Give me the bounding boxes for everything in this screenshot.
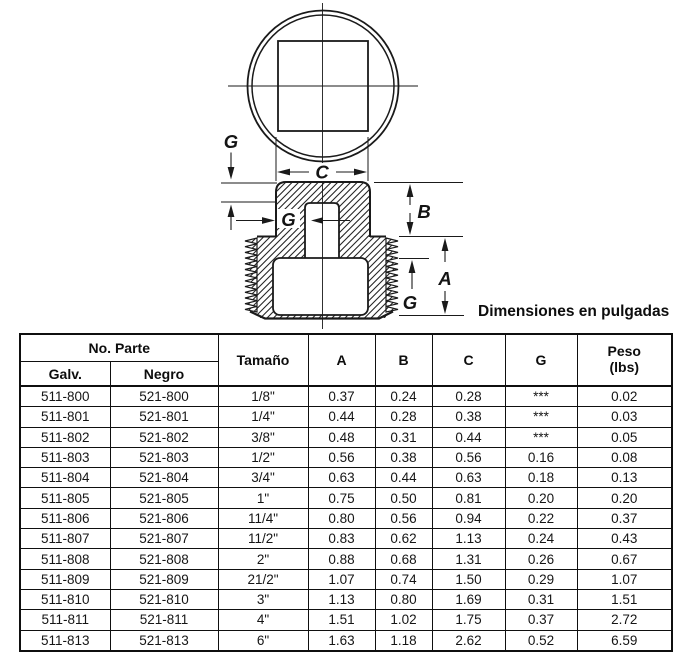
dim-g-thread: [399, 259, 429, 314]
table-cell: 1.13: [432, 529, 505, 549]
table-cell: 1/8": [218, 386, 308, 407]
table-row: [20, 386, 672, 407]
table-cell: 1.51: [577, 589, 672, 609]
table-cell: 0.67: [577, 549, 672, 569]
table-cell: 1.75: [432, 610, 505, 630]
table-cell: 0.80: [375, 589, 432, 609]
table-row: [20, 427, 672, 447]
inner-cavity: [273, 258, 368, 315]
dim-label-g-top: G: [223, 131, 239, 152]
table-cell: 0.48: [308, 427, 375, 447]
table-row: [20, 488, 672, 508]
table-cell: 1.07: [308, 569, 375, 589]
dim-label-c: C: [315, 161, 329, 183]
table-header: [20, 334, 672, 386]
table-cell: 1/4": [218, 407, 308, 427]
table-cell: 0.38: [432, 407, 505, 427]
table-cell: 0.26: [505, 549, 577, 569]
units-caption: Dimensiones en pulgadas: [478, 303, 670, 320]
table-cell: 1.18: [375, 630, 432, 651]
table-cell: 0.08: [577, 447, 672, 467]
dim-label-g-socket: G: [281, 209, 296, 230]
table-cell: 0.13: [577, 468, 672, 488]
peso-unit-label: (lbs): [609, 359, 640, 375]
table-cell: 0.28: [432, 386, 505, 407]
table-cell: ***: [505, 427, 577, 447]
table-cell: 511-809: [20, 569, 110, 589]
table-cell: 521-800: [110, 386, 218, 407]
col-header-negro: Negro: [110, 362, 218, 387]
table-cell: 521-813: [110, 630, 218, 651]
table-cell: 521-809: [110, 569, 218, 589]
table-row: [20, 407, 672, 427]
threads-left: [245, 238, 257, 312]
table-cell: 6": [218, 630, 308, 651]
table-cell: 0.43: [577, 529, 672, 549]
table-cell: 0.52: [505, 630, 577, 651]
table-cell: 511-802: [20, 427, 110, 447]
table-cell: 0.24: [505, 529, 577, 549]
table-cell: 2.62: [432, 630, 505, 651]
table-cell: 11/4": [218, 508, 308, 528]
table-cell: 521-806: [110, 508, 218, 528]
table-cell: 1.63: [308, 630, 375, 651]
table-cell: 0.02: [577, 386, 672, 407]
table-cell: 0.29: [505, 569, 577, 589]
table-cell: 511-813: [20, 630, 110, 651]
table-cell: 521-803: [110, 447, 218, 467]
table-cell: 511-800: [20, 386, 110, 407]
table-row: [20, 589, 672, 609]
table-cell: 1.51: [308, 610, 375, 630]
technical-drawing: [0, 0, 689, 332]
table-cell: 3/8": [218, 427, 308, 447]
threads-right: [386, 238, 398, 312]
table-row: [20, 529, 672, 549]
table-cell: 0.31: [505, 589, 577, 609]
table-cell: 0.37: [308, 386, 375, 407]
col-header-c: C: [432, 334, 505, 386]
table-cell: 0.56: [375, 508, 432, 528]
table-cell: 521-811: [110, 610, 218, 630]
col-header-b: B: [375, 334, 432, 386]
table-cell: 0.44: [432, 427, 505, 447]
col-header-tamano: Tamaño: [218, 334, 308, 386]
table-cell: 511-811: [20, 610, 110, 630]
table-cell: 0.20: [505, 488, 577, 508]
table-cell: 1": [218, 488, 308, 508]
table-cell: 521-801: [110, 407, 218, 427]
dim-c: [276, 137, 368, 183]
table-row: [20, 630, 672, 651]
table-cell: 521-810: [110, 589, 218, 609]
table-cell: 0.63: [432, 468, 505, 488]
table-cell: 1.13: [308, 589, 375, 609]
table-cell: 511-806: [20, 508, 110, 528]
table-cell: 3/4": [218, 468, 308, 488]
table-cell: 511-807: [20, 529, 110, 549]
table-cell: 0.74: [375, 569, 432, 589]
table-cell: 0.62: [375, 529, 432, 549]
parts-table: [19, 333, 673, 652]
table-cell: 0.68: [375, 549, 432, 569]
table-cell: 521-804: [110, 468, 218, 488]
table-cell: 0.31: [375, 427, 432, 447]
plug-section-view: [245, 182, 398, 329]
header-row-1: [20, 334, 672, 362]
table-cell: 0.63: [308, 468, 375, 488]
table-cell: 521-805: [110, 488, 218, 508]
table-cell: 0.80: [308, 508, 375, 528]
table-cell: 0.22: [505, 508, 577, 528]
table-cell: 1.07: [577, 569, 672, 589]
table-cell: 21/2": [218, 569, 308, 589]
socket-channel: [305, 203, 339, 258]
table-cell: 4": [218, 610, 308, 630]
table-row: [20, 569, 672, 589]
col-header-galv: Galv.: [20, 362, 110, 387]
dim-label-g-thread: G: [402, 292, 418, 313]
table-cell: 1.50: [432, 569, 505, 589]
table-cell: 0.28: [375, 407, 432, 427]
table-cell: 511-801: [20, 407, 110, 427]
col-header-a: A: [308, 334, 375, 386]
table-cell: 0.75: [308, 488, 375, 508]
table-cell: 0.05: [577, 427, 672, 447]
table-cell: 0.44: [308, 407, 375, 427]
table-cell: 2": [218, 549, 308, 569]
table-cell: ***: [505, 386, 577, 407]
table-cell: 511-810: [20, 589, 110, 609]
table-cell: 0.03: [577, 407, 672, 427]
table-cell: 11/2": [218, 529, 308, 549]
table-row: [20, 468, 672, 488]
table-cell: 0.20: [577, 488, 672, 508]
table-cell: 521-808: [110, 549, 218, 569]
table-cell: 0.37: [577, 508, 672, 528]
table-cell: 521-802: [110, 427, 218, 447]
table-cell: 0.44: [375, 468, 432, 488]
table-cell: 3": [218, 589, 308, 609]
col-header-peso: [577, 334, 672, 386]
table-cell: 2.72: [577, 610, 672, 630]
table-cell: 1.02: [375, 610, 432, 630]
table-cell: 1.69: [432, 589, 505, 609]
table-row: [20, 447, 672, 467]
table-cell: 0.81: [432, 488, 505, 508]
table-cell: 0.37: [505, 610, 577, 630]
table-cell: 0.88: [308, 549, 375, 569]
table-cell: 0.56: [432, 447, 505, 467]
table-cell: 0.56: [308, 447, 375, 467]
table-cell: 521-807: [110, 529, 218, 549]
table-cell: ***: [505, 407, 577, 427]
dim-b: [374, 183, 463, 237]
table-cell: 0.50: [375, 488, 432, 508]
table-cell: 0.83: [308, 529, 375, 549]
table-cell: 511-803: [20, 447, 110, 467]
plug-top-view: [228, 3, 418, 163]
table-cell: 0.38: [375, 447, 432, 467]
peso-label: Peso: [607, 343, 641, 360]
table-row: [20, 610, 672, 630]
table-cell: 6.59: [577, 630, 672, 651]
col-header-g: G: [505, 334, 577, 386]
table-cell: 0.94: [432, 508, 505, 528]
parts-table-body: [20, 386, 672, 651]
table-cell: 511-804: [20, 468, 110, 488]
dim-g-depth: [221, 131, 277, 230]
table-row: [20, 549, 672, 569]
table-cell: 1.31: [432, 549, 505, 569]
col-header-no-parte: No. Parte: [20, 334, 218, 362]
table-cell: 0.24: [375, 386, 432, 407]
table-row: [20, 508, 672, 528]
dim-label-a: A: [438, 268, 452, 289]
table-cell: 1/2": [218, 447, 308, 467]
dim-label-b: B: [417, 201, 431, 222]
table-cell: 511-805: [20, 488, 110, 508]
table-cell: 0.16: [505, 447, 577, 467]
table-cell: 511-808: [20, 549, 110, 569]
table-cell: 0.18: [505, 468, 577, 488]
